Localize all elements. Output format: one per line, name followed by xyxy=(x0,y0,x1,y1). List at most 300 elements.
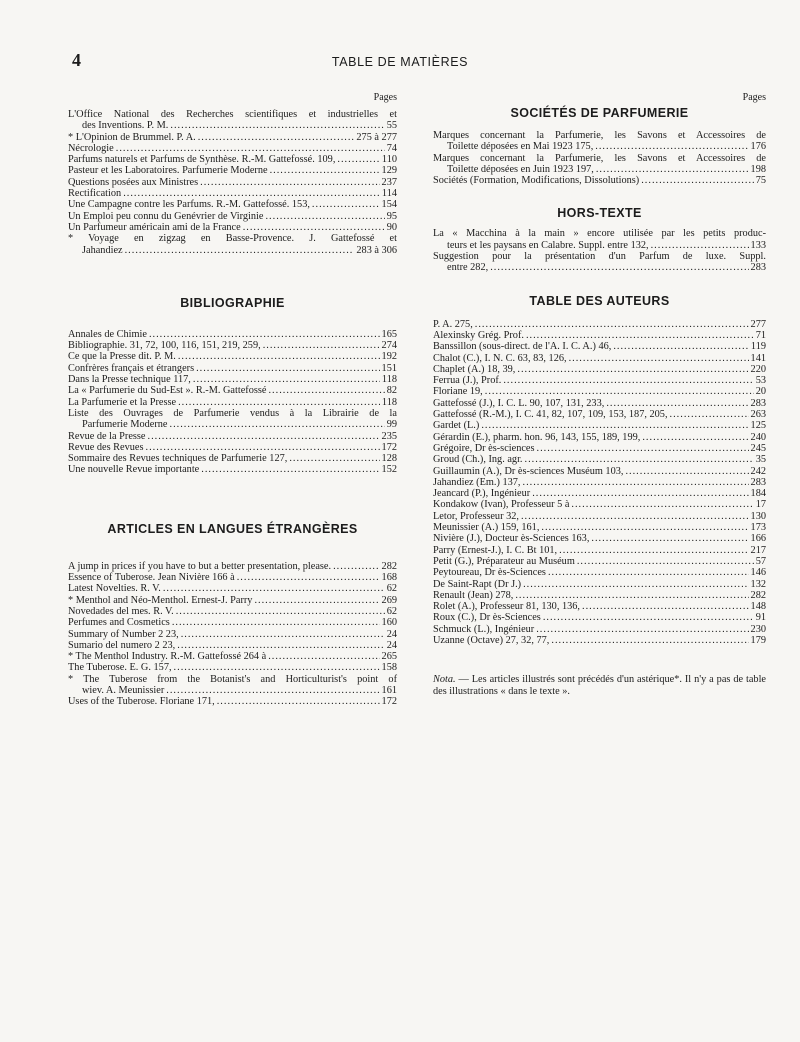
toc-entry xyxy=(68,617,397,628)
toc-entry-text: Jahandiez (Em.) 137, xyxy=(433,476,521,488)
dot-leader xyxy=(237,572,380,583)
toc-entry-pages: 35 xyxy=(755,454,766,466)
dot-leader xyxy=(116,143,385,154)
toc-entry-pages: 220 xyxy=(750,363,766,375)
toc-entry-pages: 75 xyxy=(755,175,766,187)
toc-entry xyxy=(68,233,397,244)
toc-entry-text: wiev. A. Meunissier xyxy=(82,684,165,696)
toc-entry xyxy=(68,583,397,594)
articles-entries xyxy=(68,561,397,708)
nota-text: — Les articles illustrés sont précédés d'un astérique*. Il n'y a pas de table des illustrations « dans le texte ». xyxy=(433,674,766,698)
toc-entry-pages: 168 xyxy=(381,572,397,584)
dot-leader xyxy=(125,245,355,256)
toc-entry-text: teurs et les paysans en Calabre. Suppl. entre 132, xyxy=(447,239,649,251)
toc-entry-pages: 192 xyxy=(381,351,397,363)
toc-entry-text: Liste des Ouvrages de Parfumerie vendus à la Librairie de la xyxy=(68,407,397,419)
toc-entry-text: Floriane 19, xyxy=(433,386,483,398)
toc-entry-text: Marques concernant la Parfumerie, les Savons et Accessoires de xyxy=(433,152,766,164)
dot-leader xyxy=(163,583,385,594)
toc-entry-text: Toilette déposées en Mai 1923 175, xyxy=(447,141,594,153)
pages-label: Pages xyxy=(742,92,766,103)
toc-entry-pages: 17 xyxy=(755,499,766,511)
dot-leader xyxy=(289,453,379,464)
toc-entry xyxy=(68,640,397,651)
toc-entry xyxy=(433,556,766,567)
toc-entry xyxy=(68,177,397,188)
toc-entry-pages: 24 xyxy=(386,628,397,640)
dot-leader xyxy=(265,211,384,222)
dot-leader xyxy=(181,629,385,640)
toc-entry xyxy=(68,419,397,430)
dot-leader xyxy=(200,177,379,188)
dot-leader xyxy=(217,696,380,707)
toc-entry-text: Rectification xyxy=(68,188,122,200)
toc-entry xyxy=(68,351,397,362)
toc-entry xyxy=(68,329,397,340)
dot-leader xyxy=(170,419,385,430)
dot-leader xyxy=(543,612,754,623)
toc-entry-pages: 71 xyxy=(755,329,766,341)
toc-entry-text: * Voyage en zigzag en Basse-Provence. J. Gattefossé et xyxy=(68,233,397,245)
toc-entry-pages: 230 xyxy=(750,623,766,635)
toc-entry xyxy=(433,443,766,454)
toc-entry-pages: 242 xyxy=(750,465,766,477)
dot-leader xyxy=(201,464,379,475)
toc-entry-pages: 237 xyxy=(381,176,397,188)
toc-entry xyxy=(68,442,397,453)
toc-entry xyxy=(68,340,397,351)
toc-entry-pages: 82 xyxy=(386,385,397,397)
section-title-auteurs: TABLE DES AUTEURS xyxy=(529,293,670,308)
toc-entry-pages: 90 xyxy=(386,221,397,233)
toc-entry-pages: 283 xyxy=(750,262,766,274)
toc-entry xyxy=(68,397,397,408)
toc-entry-pages: 151 xyxy=(381,362,397,374)
toc-entry-text: De Saint-Rapt (Dr J.) xyxy=(433,578,522,590)
toc-entry-pages: 91 xyxy=(755,612,766,624)
toc-entry xyxy=(433,567,766,578)
dot-leader xyxy=(670,409,749,420)
toc-entry xyxy=(433,590,766,601)
dot-leader xyxy=(333,561,379,572)
dot-leader xyxy=(490,262,748,273)
toc-entry xyxy=(68,385,397,396)
toc-entry xyxy=(433,420,766,431)
dot-leader xyxy=(503,375,753,386)
toc-entry-text: Ferrua (J.), Prof. xyxy=(433,375,502,387)
toc-entry xyxy=(433,251,766,262)
toc-entry-text: Latest Novelties. R. V. xyxy=(68,583,161,595)
toc-entry xyxy=(433,262,766,273)
toc-entry-text: Nécrologie xyxy=(68,142,114,154)
toc-entry-text: Chaplet (A.) 18, 39, xyxy=(433,363,516,375)
toc-entry-text: Grégoire, Dr ès-sciences xyxy=(433,442,535,454)
toc-entry-text: P. A. 275, xyxy=(433,318,473,330)
toc-entry xyxy=(68,464,397,475)
dot-leader xyxy=(148,431,380,442)
toc-entry-pages: 275 à 277 xyxy=(356,131,397,143)
toc-entry-pages: 282 xyxy=(750,589,766,601)
toc-entry-pages: 161 xyxy=(381,684,397,696)
toc-entry-pages: 53 xyxy=(755,375,766,387)
toc-entry-pages: 74 xyxy=(386,142,397,154)
toc-entry xyxy=(68,408,397,419)
toc-entry-text: La « Parfumerie du Sud-Est ». R.-M. Gattefossé xyxy=(68,385,267,397)
toc-entry-text: Sociétés (Formation, Modifications, Dissolutions) xyxy=(433,175,640,187)
nota-label: Nota. xyxy=(433,674,456,686)
dot-leader xyxy=(268,385,384,396)
dot-leader xyxy=(177,640,384,651)
toc-entry-text: Parry (Ernest-J.), I. C. Bt 101, xyxy=(433,544,558,556)
toc-entry-pages: 146 xyxy=(750,567,766,579)
toc-entry-pages: 165 xyxy=(381,328,397,340)
dot-leader xyxy=(559,545,748,556)
page-number: 4 xyxy=(72,50,81,70)
section-title-bibliographie: BIBLIOGRAPHIE xyxy=(180,295,285,310)
toc-entry xyxy=(68,674,397,685)
toc-entry xyxy=(433,545,766,556)
dot-leader xyxy=(485,386,754,397)
toc-entry-text: Essence of Tuberose. Jean Nivière 166 à xyxy=(68,572,235,584)
dot-leader xyxy=(270,165,380,176)
toc-entry xyxy=(433,353,766,364)
toc-entry xyxy=(433,511,766,522)
toc-entry-text: Roux (C.), Dr ès-Sciences xyxy=(433,612,541,624)
dot-leader xyxy=(254,595,379,606)
dot-leader xyxy=(337,154,380,165)
toc-entry-text: Summary of Number 2 23, xyxy=(68,628,179,640)
toc-entry xyxy=(68,154,397,165)
toc-entry xyxy=(433,579,766,590)
dot-leader xyxy=(312,199,380,210)
toc-entry-text: des Inventions. P. M. xyxy=(82,120,169,132)
dot-leader xyxy=(523,579,748,590)
toc-entry-pages: 119 xyxy=(750,341,766,353)
toc-entry-pages: 277 xyxy=(750,318,766,330)
toc-entry-text: Chalot (C.), I. N. C. 63, 83, 126, xyxy=(433,352,567,364)
toc-entry-pages: 129 xyxy=(381,165,397,177)
toc-entry xyxy=(433,499,766,510)
toc-entry-pages: 274 xyxy=(381,340,397,352)
bibliographie-entries xyxy=(68,329,397,476)
toc-entry-text: Jeancard (P.), Ingénieur xyxy=(433,488,531,500)
toc-entry-pages: 141 xyxy=(750,352,766,364)
toc-entry-pages: 20 xyxy=(755,386,766,398)
toc-entry-text: Banssillon (sous-direct. de l'A. I. C. A.) 46, xyxy=(433,341,612,353)
dot-leader xyxy=(651,240,749,251)
dot-leader xyxy=(176,606,385,617)
toc-entry xyxy=(68,188,397,199)
toc-entry-text: * L'Opinion de Brummel. P. A. xyxy=(68,131,196,143)
running-title: TABLE DE MATIÈRES xyxy=(331,55,469,69)
dot-leader xyxy=(582,601,749,612)
toc-entry xyxy=(68,561,397,572)
toc-entry-text: Ce que la Presse dit. P. M. xyxy=(68,351,176,363)
dot-leader xyxy=(174,662,380,673)
toc-entry xyxy=(68,143,397,154)
toc-entry xyxy=(68,109,397,120)
toc-entry-text: A jump in prices if you have to but a better presentation, please. xyxy=(68,560,332,572)
dot-leader xyxy=(523,477,749,488)
toc-entry-text: L'Office National des Recherches scientifiques et industrielles et xyxy=(68,109,397,120)
dot-leader xyxy=(193,374,380,385)
toc-entry-pages: 57 xyxy=(755,555,766,567)
toc-entry xyxy=(68,363,397,374)
left-column xyxy=(68,92,397,708)
toc-entry-text: * The Tuberose from the Botanist's and Horticulturist's point of xyxy=(68,673,397,685)
toc-entry xyxy=(68,431,397,442)
toc-entry-text: Jahandiez xyxy=(82,244,123,256)
toc-entry-text: Uzanne (Octave) 27, 32, 77, xyxy=(433,634,550,646)
dot-leader xyxy=(606,398,748,409)
dot-leader xyxy=(591,533,748,544)
toc-entry-pages: 173 xyxy=(750,522,766,534)
toc-entry xyxy=(433,612,766,623)
societes-entries xyxy=(433,130,766,186)
section-title-articles: ARTICLES EN LANGUES ÉTRANGÈRES xyxy=(107,521,358,536)
toc-entry xyxy=(433,153,766,164)
toc-entry-text: The Tuberose. E. G. 157, xyxy=(68,662,172,674)
toc-entry xyxy=(433,522,766,533)
toc-entry-pages: 269 xyxy=(381,594,397,606)
toc-entry-text: Annales de Chimie xyxy=(68,328,147,340)
toc-entry xyxy=(433,624,766,635)
dot-leader xyxy=(196,363,379,374)
hors-texte-entries xyxy=(433,228,766,273)
dot-leader xyxy=(123,188,380,199)
dot-leader xyxy=(166,685,379,696)
toc-entry xyxy=(433,635,766,646)
dot-leader xyxy=(178,351,380,362)
dot-leader xyxy=(515,590,748,601)
toc-entry-pages: 118 xyxy=(381,374,397,386)
toc-entry xyxy=(433,164,766,175)
toc-entry xyxy=(433,319,766,330)
toc-entry-text: Groud (Ch.), Ing. agr. xyxy=(433,454,523,466)
pages-label: Pages xyxy=(373,92,397,103)
toc-entry-text: Toilette déposées en Juin 1923 197, xyxy=(447,163,594,175)
dot-leader xyxy=(243,222,385,233)
auteurs-entries xyxy=(433,319,766,647)
toc-entry-pages: 110 xyxy=(381,154,397,166)
toc-entry-pages: 130 xyxy=(750,510,766,522)
toc-entry-pages: 24 xyxy=(386,639,397,651)
toc-entry-pages: 158 xyxy=(381,662,397,674)
toc-entry xyxy=(68,222,397,233)
dot-leader xyxy=(641,175,753,186)
dot-leader xyxy=(537,443,749,454)
dot-leader xyxy=(172,617,380,628)
toc-entry xyxy=(433,375,766,386)
dot-leader xyxy=(268,651,379,662)
dot-leader xyxy=(526,330,754,341)
toc-entry-pages: 176 xyxy=(750,141,766,153)
dot-leader xyxy=(170,120,384,131)
toc-entry-pages: 235 xyxy=(381,430,397,442)
dot-leader xyxy=(517,364,748,375)
dot-leader xyxy=(595,141,748,152)
toc-entry-text: Kondakow (Ivan), Professeur 5 à xyxy=(433,499,570,511)
toc-entry-text: Petit (G.), Préparateur au Muséum xyxy=(433,555,575,567)
toc-entry-text: Perfumes and Cosmetics xyxy=(68,617,170,629)
toc-entry xyxy=(68,132,397,143)
toc-entry-pages: 184 xyxy=(750,488,766,500)
dot-leader xyxy=(178,397,380,408)
toc-entry-text: Renault (Jean) 278, xyxy=(433,589,514,601)
toc-entry xyxy=(433,466,766,477)
toc-entry-text: La « Macchina à la main » encore utilisée par les petits produc- xyxy=(433,228,766,240)
toc-entry-text: Un Parfumeur américain ami de la France xyxy=(68,221,241,233)
toc-entry-text: Novedades del mes. R. V. xyxy=(68,605,174,617)
toc-entry xyxy=(68,629,397,640)
toc-entry-text: Suggestion pour la présentation d'un Parfum de luxe. Suppl. xyxy=(433,251,766,263)
dot-leader xyxy=(481,420,748,431)
toc-entry xyxy=(433,432,766,443)
toc-entry-pages: 283 xyxy=(750,476,766,488)
toc-entry-text: Rolet (A.), Professeur 81, 130, 136, xyxy=(433,601,580,613)
toc-entry-pages: 133 xyxy=(750,239,766,251)
toc-entry-text: Une Campagne contre les Parfums. R.-M. Gattefossé. 153, xyxy=(68,199,310,211)
toc-entry-text: Confrères français et étrangers xyxy=(68,362,195,374)
toc-entry-text: Guillaumin (A.), Dr ès-sciences Muséum 103, xyxy=(433,465,624,477)
dot-leader xyxy=(536,624,748,635)
toc-entry-text: Revue des Revues xyxy=(68,441,144,453)
toc-entry-pages: 282 xyxy=(381,560,397,572)
toc-entry-pages: 62 xyxy=(386,605,397,617)
toc-entry xyxy=(68,662,397,673)
toc-entry-text: Gattefossé (R.-M.), I. C. 41, 82, 107, 109, 153, 187, 205, xyxy=(433,409,668,421)
toc-entry xyxy=(68,453,397,464)
toc-entry xyxy=(433,409,766,420)
toc-entry xyxy=(433,386,766,397)
toc-entry-text: Gardet (L.) xyxy=(433,420,480,432)
toc-entry-text: Une nouvelle Revue importante xyxy=(68,464,200,476)
toc-entry xyxy=(433,533,766,544)
dot-leader xyxy=(198,132,355,143)
toc-entry xyxy=(68,685,397,696)
toc-entry-text: Sommaire des Revues techniques de Parfumerie 127, xyxy=(68,453,288,465)
toc-entry-text: Parfumerie Moderne xyxy=(82,419,168,431)
toc-entry-text: Gérardin (E.), pharm. hon. 96, 143, 155, 189, 199, xyxy=(433,431,641,443)
toc-entry xyxy=(68,595,397,606)
toc-entry xyxy=(68,696,397,707)
toc-entry xyxy=(433,488,766,499)
dot-leader xyxy=(551,635,748,646)
dot-leader xyxy=(521,511,749,522)
toc-entry-text: La Parfumerie et la Presse xyxy=(68,396,177,408)
toc-entry-pages: 62 xyxy=(386,583,397,595)
toc-entry-text: Questions posées aux Ministres xyxy=(68,176,199,188)
toc-entry xyxy=(433,398,766,409)
toc-entry-pages: 283 à 306 xyxy=(356,244,397,256)
toc-entry-text: Gattefossé (J.), I. C. L. 90, 107, 131, 233, xyxy=(433,397,605,409)
toc-entry xyxy=(433,141,766,152)
toc-entry-pages: 152 xyxy=(381,464,397,476)
toc-entry-text: entre 282, xyxy=(447,262,489,274)
toc-entry-text: Sumario del numero 2 23, xyxy=(68,639,176,651)
dot-leader xyxy=(548,567,749,578)
toc-entry xyxy=(433,477,766,488)
general-entries xyxy=(68,109,397,256)
toc-entry-text: * The Menthol Industry. R.-M. Gattefossé 264 à xyxy=(68,651,267,663)
toc-entry xyxy=(68,165,397,176)
toc-entry-pages: 179 xyxy=(750,634,766,646)
toc-entry xyxy=(433,130,766,141)
toc-entry xyxy=(433,364,766,375)
toc-entry-pages: 283 xyxy=(750,397,766,409)
toc-entry-pages: 240 xyxy=(750,431,766,443)
toc-entry xyxy=(433,240,766,251)
toc-entry-text: * Menthol and Néo-Menthol. Ernest-J. Parry xyxy=(68,594,253,606)
toc-entry-pages: 154 xyxy=(381,199,397,211)
toc-entry-text: Revue de la Presse xyxy=(68,430,146,442)
section-title-societes: SOCIÉTÉS DE PARFUMERIE xyxy=(510,106,689,120)
right-column xyxy=(433,92,766,698)
toc-entry-pages: 263 xyxy=(750,409,766,421)
toc-entry-text: Letor, Professeur 32, xyxy=(433,510,519,522)
toc-entry-text: Pasteur et les Laboratoires. Parfumerie Moderne xyxy=(68,165,268,177)
toc-entry xyxy=(68,120,397,131)
dot-leader xyxy=(146,442,380,453)
toc-entry-pages: 132 xyxy=(750,578,766,590)
toc-entry-pages: 99 xyxy=(386,419,397,431)
toc-entry-pages: 148 xyxy=(750,601,766,613)
nota-note xyxy=(433,674,766,698)
toc-entry xyxy=(433,454,766,465)
toc-entry-pages: 55 xyxy=(386,120,397,132)
toc-entry-text: Un Emploi peu connu du Genévrier de Virginie xyxy=(68,210,264,222)
toc-entry-text: Schmuck (L.), Ingénieur xyxy=(433,623,535,635)
toc-entry-text: Parfums naturels et Parfums de Synthèse. R.-M. Gattefossé. 109, xyxy=(68,154,336,166)
dot-leader xyxy=(569,353,749,364)
toc-entry-pages: 114 xyxy=(381,188,397,200)
dot-leader xyxy=(541,522,748,533)
toc-entry xyxy=(433,228,766,239)
dot-leader xyxy=(149,329,380,340)
toc-entry-pages: 172 xyxy=(381,696,397,708)
toc-entry-pages: 172 xyxy=(381,441,397,453)
toc-entry-pages: 118 xyxy=(381,396,397,408)
dot-leader xyxy=(577,556,754,567)
dot-leader xyxy=(263,340,380,351)
toc-entry-text: Alexinsky Grég. Prof. xyxy=(433,329,524,341)
toc-entry-pages: 125 xyxy=(750,420,766,432)
toc-entry xyxy=(433,341,766,352)
toc-entry-text: Dans la Presse technique 117, xyxy=(68,374,191,386)
toc-entry-pages: 245 xyxy=(750,442,766,454)
toc-entry-pages: 265 xyxy=(381,651,397,663)
dot-leader xyxy=(625,466,748,477)
toc-entry xyxy=(68,245,397,256)
toc-entry xyxy=(68,199,397,210)
toc-entry-pages: 217 xyxy=(750,544,766,556)
toc-entry-text: Nivière (J.), Docteur ès-Sciences 163, xyxy=(433,533,590,545)
toc-entry-pages: 160 xyxy=(381,617,397,629)
dot-leader xyxy=(475,319,749,330)
toc-entry-text: Marques concernant la Parfumerie, les Savons et Accessoires de xyxy=(433,130,766,141)
toc-entry xyxy=(68,374,397,385)
dot-leader xyxy=(613,341,749,352)
toc-entry xyxy=(68,651,397,662)
toc-entry-text: Meunissier (A.) 159, 161, xyxy=(433,522,540,534)
toc-entry xyxy=(68,572,397,583)
dot-leader xyxy=(642,432,748,443)
toc-entry-pages: 128 xyxy=(381,453,397,465)
toc-entry-pages: 166 xyxy=(750,533,766,545)
toc-entry xyxy=(433,601,766,612)
toc-entry-text: Bibliographie. 31, 72, 100, 116, 151, 219, 259, xyxy=(68,340,261,352)
toc-entry-text: Peytoureau, Dr ès-Sciences xyxy=(433,567,546,579)
